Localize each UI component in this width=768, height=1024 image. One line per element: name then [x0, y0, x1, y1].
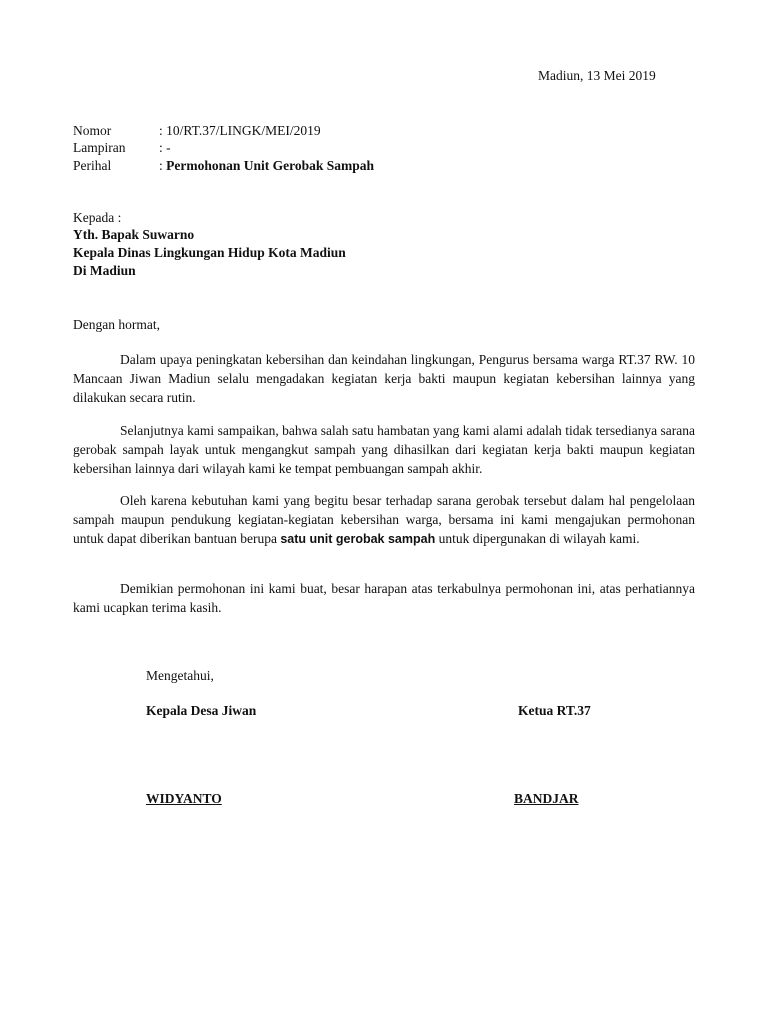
recipient-place: Di Madiun — [73, 263, 136, 278]
right-signatory-name: BANDJAR — [514, 791, 579, 806]
right-signatory-title: Ketua RT.37 — [518, 703, 591, 718]
paragraph-2 — [73, 421, 695, 478]
paragraph-1-text: Dalam upaya peningkatan kebersihan dan keindahan lingkungan, Pengurus bersama warga RT.37 RW. 10 Mancaan Jiwan Madiun selalu mengadakan kegiatan kerja bakti maupun kegiatan kebersihan lainnya yang dilakukan secara rutin. — [73, 352, 695, 405]
paragraph-3-text-end: untuk dipergunakan di wilayah kami. — [438, 531, 640, 546]
nomor-value: : 10/RT.37/LINGK/MEI/2019 — [159, 123, 321, 138]
paragraph-3-text-start: Oleh karena kebutuhan kami yang begitu besar terhadap sarana gerobak tersebut dalam hal pengelolaan sampah maupun pendukung kegiatan-kegiatan kebersihan warga, bersama ini kami mengajukan permohonan untuk dapat diberikan bantuan berupa — [73, 493, 695, 546]
paragraph-4 — [73, 579, 695, 617]
paragraph-1 — [73, 350, 695, 407]
recipient-name: Yth. Bapak Suwarno — [73, 227, 195, 242]
lampiran-value: : - — [159, 140, 171, 155]
left-signatory-name: WIDYANTO — [146, 791, 222, 806]
perihal-value-row — [159, 158, 374, 174]
left-signatory-title: Kepala Desa Jiwan — [146, 703, 257, 718]
nomor-label: Nomor — [73, 123, 112, 138]
paragraph-3-bold-request: satu unit gerobak sampah — [280, 532, 436, 546]
letter-date: Madiun, 13 Mei 2019 — [538, 68, 656, 83]
paragraph-4-text: Demikian permohonan ini kami buat, besar harapan atas terkabulnya permohonan ini, atas perhatiannya kami ucapkan terima kasih. — [73, 581, 695, 615]
recipient-position: Kepala Dinas Lingkungan Hidup Kota Madiun — [73, 245, 346, 260]
lampiran-label: Lampiran — [73, 140, 126, 155]
paragraph-3 — [73, 491, 695, 549]
perihal-label: Perihal — [73, 158, 112, 173]
perihal-subject: Permohonan Unit Gerobak Sampah — [166, 158, 375, 173]
kepada-label: Kepada : — [73, 210, 122, 225]
paragraph-2-text: Selanjutnya kami sampaikan, bahwa salah satu hambatan yang kami alami adalah tidak tersedianya sarana gerobak sampah layak untuk mengangkut sampah yang dihasilkan dari kegiatan kerja bakti maupun kegiatan kebersihan lainnya dari wilayah kami ke tempat pembuangan sampah akhir. — [73, 423, 695, 476]
mengetahui-label: Mengetahui, — [146, 668, 214, 683]
greeting: Dengan hormat, — [73, 317, 160, 332]
perihal-colon: : — [159, 158, 163, 173]
